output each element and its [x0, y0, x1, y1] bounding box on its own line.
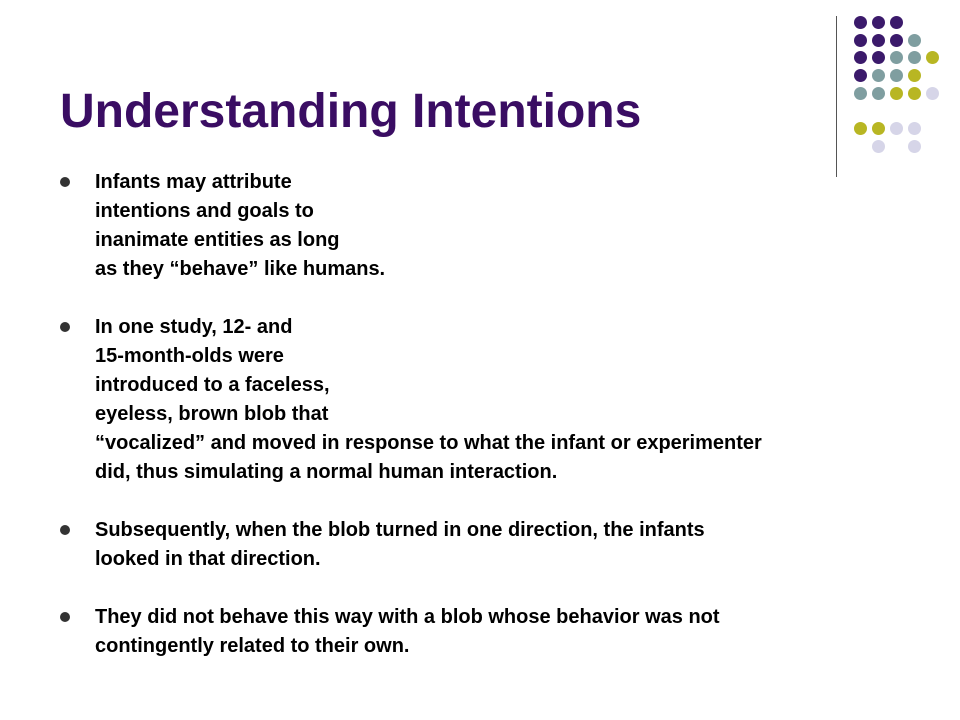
bullet-dot-icon — [60, 525, 70, 535]
bullet-item — [60, 516, 910, 574]
bullet-item — [60, 168, 910, 284]
bullet-text-line: “vocalized” and moved in response to what the infant or experimenter — [95, 432, 762, 454]
decorative-dot-purple — [890, 34, 903, 47]
decorative-vertical-rule — [836, 16, 837, 177]
decorative-dot-lavender — [926, 87, 939, 100]
bullet-text-line: Subsequently, when the blob turned in one direction, the infants — [95, 519, 705, 541]
bullet-dot-icon — [60, 177, 70, 187]
decorative-dot-purple — [854, 16, 867, 29]
decorative-dot-purple — [872, 34, 885, 47]
decorative-dot-purple — [854, 51, 867, 64]
decorative-dot-olive — [908, 87, 921, 100]
bullet-text-line: intentions and goals to — [95, 200, 314, 222]
decorative-dot-teal — [854, 87, 867, 100]
decorative-dot-lavender — [908, 140, 921, 153]
decorative-dot-olive — [890, 87, 903, 100]
bullet-text-line: In one study, 12- and — [95, 316, 293, 338]
bullet-text-line: They did not behave this way with a blob whose behavior was not — [95, 606, 720, 628]
bullet-text-line: contingently related to their own. — [95, 635, 410, 657]
bullet-text-line: eyeless, brown blob that — [95, 403, 329, 425]
bullet-dot-icon — [60, 612, 70, 622]
decorative-dot-olive — [872, 122, 885, 135]
bullet-item — [60, 603, 910, 661]
decorative-dot-purple — [872, 16, 885, 29]
decorative-dot-purple — [890, 16, 903, 29]
bullet-text-line: did, thus simulating a normal human interaction. — [95, 461, 558, 483]
decorative-dot-olive — [908, 69, 921, 82]
bullet-text-line: looked in that direction. — [95, 548, 321, 570]
decorative-dot-teal — [872, 87, 885, 100]
bullet-text-line: Infants may attribute — [95, 171, 292, 193]
bullet-text-line: as they “behave” like humans. — [95, 258, 386, 280]
decorative-dot-purple — [854, 69, 867, 82]
decorative-dot-teal — [872, 69, 885, 82]
decorative-dot-olive — [854, 122, 867, 135]
decorative-dot-teal — [908, 51, 921, 64]
decorative-dot-lavender — [872, 140, 885, 153]
decorative-dot-lavender — [890, 122, 903, 135]
decorative-dot-teal — [890, 69, 903, 82]
bullet-list — [60, 168, 910, 690]
bullet-text-line: inanimate entities as long — [95, 229, 340, 251]
bullet-text-line: introduced to a faceless, — [95, 374, 330, 396]
bullet-text-line: 15-month-olds were — [95, 345, 284, 367]
bullet-item — [60, 313, 910, 487]
slide-title: Understanding Intentions — [60, 85, 642, 138]
decorative-dot-olive — [926, 51, 939, 64]
decorative-dot-lavender — [908, 122, 921, 135]
bullet-dot-icon — [60, 322, 70, 332]
decorative-dot-teal — [890, 51, 903, 64]
decorative-dot-teal — [908, 34, 921, 47]
decorative-dot-purple — [854, 34, 867, 47]
decorative-dot-purple — [872, 51, 885, 64]
